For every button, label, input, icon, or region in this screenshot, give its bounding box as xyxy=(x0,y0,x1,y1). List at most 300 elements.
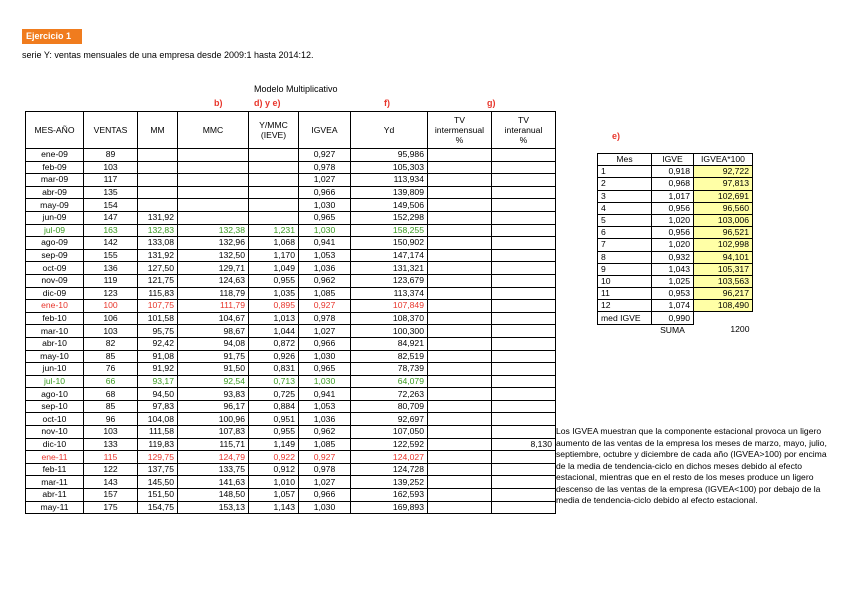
cell-mmc: 124,79 xyxy=(178,451,249,464)
cell-mes: jul-10 xyxy=(26,375,84,388)
cell-mes: feb-09 xyxy=(26,161,84,174)
cell-mes: ago-10 xyxy=(26,388,84,401)
cell-igvea: 1,030 xyxy=(299,375,351,388)
cell-ieve: 1,149 xyxy=(249,438,299,451)
cell-mmc xyxy=(178,186,249,199)
cell-ieve: 0,884 xyxy=(249,400,299,413)
cell-mm: 91,08 xyxy=(138,350,178,363)
igve-cell-igve: 1,043 xyxy=(652,263,694,275)
cell-mmc: 132,96 xyxy=(178,237,249,250)
interpretation-note: Los IGVEA muestran que la componente estacional provoca un ligero aumento de las ventas de la empresa los meses de marzo, mayo, julio, septiembre, octubre y diciembre de cada año (IGVEA>100) por encima de la media de tendencia-ciclo en dichos meses debido al efecto estacional, mientras que en el resto de los meses produce un ligero descenso de las ventas de la empresa (IGVEA<100) por debajo de la media de tendencia-ciclo debido al efecto estacional. xyxy=(556,426,827,505)
cell-ieve: 1,013 xyxy=(249,312,299,325)
cell-yd: 84,921 xyxy=(351,337,428,350)
cell-mm: 92,42 xyxy=(138,337,178,350)
cell-yd: 139,809 xyxy=(351,186,428,199)
cell-mm: 133,08 xyxy=(138,237,178,250)
cell-igvea: 1,036 xyxy=(299,262,351,275)
igve-suma-row xyxy=(598,324,753,336)
cell-tva xyxy=(492,400,556,413)
igve-header-row xyxy=(598,154,753,166)
table-row xyxy=(26,287,556,300)
cell-mmc: 93,83 xyxy=(178,388,249,401)
cell-ieve xyxy=(249,211,299,224)
cell-mes: may-11 xyxy=(26,501,84,514)
table-row xyxy=(26,237,556,250)
cell-tvi xyxy=(428,463,492,476)
cell-mmc xyxy=(178,211,249,224)
table-row xyxy=(26,363,556,376)
cell-ieve: 0,951 xyxy=(249,413,299,426)
cell-yd: 107,849 xyxy=(351,300,428,313)
table-body xyxy=(26,149,556,514)
cell-mmc: 94,08 xyxy=(178,337,249,350)
cell-tva xyxy=(492,274,556,287)
table-row xyxy=(26,249,556,262)
table-row xyxy=(26,161,556,174)
table-row xyxy=(26,262,556,275)
cell-igvea: 1,053 xyxy=(299,249,351,262)
igve-section-label: e) xyxy=(612,131,621,141)
cell-igvea: 1,085 xyxy=(299,438,351,451)
cell-mm: 91,92 xyxy=(138,363,178,376)
igve-body xyxy=(598,166,753,336)
cell-ventas: 175 xyxy=(84,501,138,514)
cell-mes: jun-10 xyxy=(26,363,84,376)
cell-tva xyxy=(492,489,556,502)
cell-mes: may-09 xyxy=(26,199,84,212)
cell-mm: 93,17 xyxy=(138,375,178,388)
cell-ieve: 0,955 xyxy=(249,426,299,439)
cell-mmc: 92,54 xyxy=(178,375,249,388)
igve-row xyxy=(598,178,753,190)
cell-mmc xyxy=(178,174,249,187)
igve-cell-igvea: 97,813 xyxy=(694,178,753,190)
cell-igvea: 0,978 xyxy=(299,161,351,174)
letter-d: d) y e) xyxy=(254,98,281,108)
cell-tvi xyxy=(428,249,492,262)
column-header: MM xyxy=(138,112,178,149)
table-row xyxy=(26,174,556,187)
cell-ventas: 119 xyxy=(84,274,138,287)
column-header: IGVEA xyxy=(299,112,351,149)
cell-tva xyxy=(492,287,556,300)
cell-yd: 147,174 xyxy=(351,249,428,262)
igve-row xyxy=(598,251,753,263)
cell-yd: 80,709 xyxy=(351,400,428,413)
cell-mes: ago-09 xyxy=(26,237,84,250)
cell-yd: 107,050 xyxy=(351,426,428,439)
cell-tvi xyxy=(428,350,492,363)
cell-ventas: 136 xyxy=(84,262,138,275)
cell-mmc: 100,96 xyxy=(178,413,249,426)
cell-tvi xyxy=(428,476,492,489)
cell-igvea: 0,978 xyxy=(299,463,351,476)
cell-tva xyxy=(492,476,556,489)
cell-mmc xyxy=(178,149,249,162)
cell-ventas: 122 xyxy=(84,463,138,476)
cell-mes: abr-10 xyxy=(26,337,84,350)
cell-tvi xyxy=(428,337,492,350)
igve-row xyxy=(598,166,753,178)
cell-mm: 119,83 xyxy=(138,438,178,451)
igve-row xyxy=(598,263,753,275)
cell-ventas: 85 xyxy=(84,400,138,413)
cell-tva xyxy=(492,463,556,476)
cell-yd: 92,697 xyxy=(351,413,428,426)
cell-ventas: 76 xyxy=(84,363,138,376)
cell-yd: 162,593 xyxy=(351,489,428,502)
cell-tvi xyxy=(428,300,492,313)
cell-tvi xyxy=(428,262,492,275)
cell-ventas: 135 xyxy=(84,186,138,199)
igve-column-header: Mes xyxy=(598,154,652,166)
igve-row xyxy=(598,275,753,287)
igve-cell-igvea: 96,521 xyxy=(694,227,753,239)
cell-mes: feb-10 xyxy=(26,312,84,325)
column-header: TV interanual % xyxy=(492,112,556,149)
cell-ieve: 0,912 xyxy=(249,463,299,476)
table-row xyxy=(26,300,556,313)
cell-mes: nov-10 xyxy=(26,426,84,439)
table-row xyxy=(26,149,556,162)
column-header: MMC xyxy=(178,112,249,149)
table-row xyxy=(26,186,556,199)
cell-mmc: 132,38 xyxy=(178,224,249,237)
cell-yd: 158,255 xyxy=(351,224,428,237)
cell-tvi xyxy=(428,199,492,212)
cell-mes: ene-09 xyxy=(26,149,84,162)
cell-mm: 132,83 xyxy=(138,224,178,237)
cell-mmc: 129,71 xyxy=(178,262,249,275)
cell-yd: 108,370 xyxy=(351,312,428,325)
table-row xyxy=(26,400,556,413)
cell-ventas: 66 xyxy=(84,375,138,388)
igve-cell-mes: 1 xyxy=(598,166,652,178)
table-row xyxy=(26,388,556,401)
cell-mes: sep-09 xyxy=(26,249,84,262)
cell-igvea: 1,027 xyxy=(299,174,351,187)
cell-mmc: 124,63 xyxy=(178,274,249,287)
igve-cell-igvea: 102,691 xyxy=(694,190,753,202)
cell-igvea: 1,030 xyxy=(299,501,351,514)
cell-yd: 169,893 xyxy=(351,501,428,514)
cell-mm: 115,83 xyxy=(138,287,178,300)
cell-tva xyxy=(492,174,556,187)
cell-tva xyxy=(492,337,556,350)
igve-row xyxy=(598,202,753,214)
cell-yd: 100,300 xyxy=(351,325,428,338)
cell-mes: mar-11 xyxy=(26,476,84,489)
cell-tva xyxy=(492,350,556,363)
cell-tva: 8,130 xyxy=(492,438,556,451)
cell-ieve xyxy=(249,149,299,162)
cell-mes: abr-11 xyxy=(26,489,84,502)
igve-cell-mes: 5 xyxy=(598,214,652,226)
empty-cell xyxy=(598,324,652,336)
cell-tva xyxy=(492,363,556,376)
letter-b: b) xyxy=(214,98,223,108)
cell-tvi xyxy=(428,426,492,439)
igve-cell-mes: 12 xyxy=(598,300,652,312)
cell-mmc: 107,83 xyxy=(178,426,249,439)
cell-ieve: 1,143 xyxy=(249,501,299,514)
cell-yd: 72,263 xyxy=(351,388,428,401)
table-row xyxy=(26,350,556,363)
cell-mmc: 98,67 xyxy=(178,325,249,338)
cell-tvi xyxy=(428,489,492,502)
table-row xyxy=(26,211,556,224)
cell-tva xyxy=(492,199,556,212)
cell-ventas: 157 xyxy=(84,489,138,502)
igve-cell-igvea: 103,563 xyxy=(694,275,753,287)
cell-tva xyxy=(492,501,556,514)
igve-cell-igve: 1,025 xyxy=(652,275,694,287)
table-row xyxy=(26,463,556,476)
cell-tvi xyxy=(428,325,492,338)
cell-mes: ene-11 xyxy=(26,451,84,464)
igve-row xyxy=(598,190,753,202)
cell-mm: 121,75 xyxy=(138,274,178,287)
cell-ventas: 117 xyxy=(84,174,138,187)
cell-mes: ene-10 xyxy=(26,300,84,313)
cell-tvi xyxy=(428,149,492,162)
cell-mes: mar-09 xyxy=(26,174,84,187)
cell-ventas: 133 xyxy=(84,438,138,451)
igve-row xyxy=(598,239,753,251)
cell-igvea: 0,978 xyxy=(299,312,351,325)
cell-mm: 94,50 xyxy=(138,388,178,401)
igve-cell-mes: 3 xyxy=(598,190,652,202)
cell-tva xyxy=(492,375,556,388)
column-header: MES-AÑO xyxy=(26,112,84,149)
cell-mes: may-10 xyxy=(26,350,84,363)
cell-mm: 101,58 xyxy=(138,312,178,325)
cell-mm: 145,50 xyxy=(138,476,178,489)
cell-igvea: 0,927 xyxy=(299,451,351,464)
cell-tvi xyxy=(428,413,492,426)
cell-mes: oct-09 xyxy=(26,262,84,275)
sales-table xyxy=(25,111,556,514)
igve-cell-igve: 0,968 xyxy=(652,178,694,190)
cell-tvi xyxy=(428,501,492,514)
igve-cell-igve: 0,953 xyxy=(652,288,694,300)
cell-tva xyxy=(492,325,556,338)
cell-ieve: 1,057 xyxy=(249,489,299,502)
cell-ieve: 0,713 xyxy=(249,375,299,388)
igve-cell-igvea: 108,490 xyxy=(694,300,753,312)
column-header: TV intermensual % xyxy=(428,112,492,149)
table-row xyxy=(26,312,556,325)
cell-mmc: 141,63 xyxy=(178,476,249,489)
cell-ventas: 85 xyxy=(84,350,138,363)
cell-igvea: 0,962 xyxy=(299,274,351,287)
cell-yd: 113,374 xyxy=(351,287,428,300)
cell-tvi xyxy=(428,451,492,464)
cell-ieve: 0,922 xyxy=(249,451,299,464)
cell-mmc: 132,50 xyxy=(178,249,249,262)
cell-igvea: 1,053 xyxy=(299,400,351,413)
cell-tvi xyxy=(428,438,492,451)
cell-tvi xyxy=(428,186,492,199)
cell-tva xyxy=(492,262,556,275)
series-description: serie Y: ventas mensuales de una empresa desde 2009:1 hasta 2014:12. xyxy=(22,50,314,60)
cell-yd: 122,592 xyxy=(351,438,428,451)
cell-ventas: 96 xyxy=(84,413,138,426)
igve-cell-igve: 1,074 xyxy=(652,300,694,312)
cell-mmc: 91,75 xyxy=(178,350,249,363)
igve-row xyxy=(598,227,753,239)
cell-yd: 124,728 xyxy=(351,463,428,476)
cell-igvea: 1,085 xyxy=(299,287,351,300)
cell-ventas: 106 xyxy=(84,312,138,325)
cell-tvi xyxy=(428,161,492,174)
igve-cell-mes: 8 xyxy=(598,251,652,263)
igve-cell-mes: 11 xyxy=(598,288,652,300)
cell-igvea: 0,927 xyxy=(299,149,351,162)
column-header: Yd xyxy=(351,112,428,149)
cell-ventas: 115 xyxy=(84,451,138,464)
igve-cell-igve: 0,956 xyxy=(652,227,694,239)
cell-yd: 105,303 xyxy=(351,161,428,174)
cell-mm xyxy=(138,186,178,199)
cell-mm xyxy=(138,149,178,162)
cell-igvea: 0,941 xyxy=(299,237,351,250)
cell-yd: 131,321 xyxy=(351,262,428,275)
igve-cell-igvea: 96,560 xyxy=(694,202,753,214)
cell-tvi xyxy=(428,237,492,250)
igve-cell-igvea: 102,998 xyxy=(694,239,753,251)
table-row xyxy=(26,451,556,464)
exercise-badge: Ejercicio 1 xyxy=(22,29,82,44)
empty-cell xyxy=(694,312,753,324)
cell-ieve: 0,872 xyxy=(249,337,299,350)
igve-cell-mes: 9 xyxy=(598,263,652,275)
igve-table xyxy=(597,153,753,336)
cell-tva xyxy=(492,186,556,199)
cell-mes: nov-09 xyxy=(26,274,84,287)
cell-tva xyxy=(492,249,556,262)
cell-mm: 95,75 xyxy=(138,325,178,338)
igve-cell-igvea: 96,217 xyxy=(694,288,753,300)
cell-mm: 154,75 xyxy=(138,501,178,514)
igve-cell-mes: 4 xyxy=(598,202,652,214)
table-row xyxy=(26,413,556,426)
cell-tvi xyxy=(428,174,492,187)
igve-column-header: IGVEA*100 xyxy=(694,154,753,166)
cell-ventas: 154 xyxy=(84,199,138,212)
cell-mm: 131,92 xyxy=(138,211,178,224)
cell-tva xyxy=(492,237,556,250)
cell-mm xyxy=(138,174,178,187)
cell-mmc: 115,71 xyxy=(178,438,249,451)
cell-tva xyxy=(492,451,556,464)
cell-ventas: 103 xyxy=(84,325,138,338)
cell-yd: 64,079 xyxy=(351,375,428,388)
igve-cell-igve: 1,017 xyxy=(652,190,694,202)
igve-column-header: IGVE xyxy=(652,154,694,166)
cell-yd: 139,252 xyxy=(351,476,428,489)
cell-ventas: 142 xyxy=(84,237,138,250)
igve-cell-igvea: 105,317 xyxy=(694,263,753,275)
cell-mmc: 133,75 xyxy=(178,463,249,476)
cell-mm: 131,92 xyxy=(138,249,178,262)
cell-mm xyxy=(138,199,178,212)
cell-tvi xyxy=(428,363,492,376)
table-row xyxy=(26,337,556,350)
igve-cell-igvea: 94,101 xyxy=(694,251,753,263)
cell-ventas: 155 xyxy=(84,249,138,262)
cell-mm: 127,50 xyxy=(138,262,178,275)
cell-tva xyxy=(492,149,556,162)
igve-cell-igve: 1,020 xyxy=(652,239,694,251)
cell-mm: 111,58 xyxy=(138,426,178,439)
cell-ventas: 100 xyxy=(84,300,138,313)
cell-mes: dic-09 xyxy=(26,287,84,300)
igve-cell-igvea: 92,722 xyxy=(694,166,753,178)
cell-ieve: 1,170 xyxy=(249,249,299,262)
cell-igvea: 0,927 xyxy=(299,300,351,313)
cell-ieve: 0,895 xyxy=(249,300,299,313)
table-row xyxy=(26,224,556,237)
cell-tvi xyxy=(428,388,492,401)
cell-ieve: 0,725 xyxy=(249,388,299,401)
cell-igvea: 0,966 xyxy=(299,186,351,199)
igve-row xyxy=(598,288,753,300)
cell-yd: 95,986 xyxy=(351,149,428,162)
cell-ieve xyxy=(249,186,299,199)
table-header-row xyxy=(26,112,556,149)
cell-yd: 150,902 xyxy=(351,237,428,250)
cell-tvi xyxy=(428,224,492,237)
cell-mm: 151,50 xyxy=(138,489,178,502)
cell-ventas: 147 xyxy=(84,211,138,224)
table-row xyxy=(26,325,556,338)
cell-ventas: 103 xyxy=(84,161,138,174)
cell-ieve: 1,035 xyxy=(249,287,299,300)
cell-igvea: 1,036 xyxy=(299,413,351,426)
cell-mes: oct-10 xyxy=(26,413,84,426)
cell-mm: 107,75 xyxy=(138,300,178,313)
cell-yd: 152,298 xyxy=(351,211,428,224)
letter-f: f) xyxy=(384,98,390,108)
igve-cell-mes: 6 xyxy=(598,227,652,239)
cell-igvea: 0,965 xyxy=(299,211,351,224)
cell-ventas: 103 xyxy=(84,426,138,439)
igve-cell-mes: 2 xyxy=(598,178,652,190)
cell-ieve xyxy=(249,161,299,174)
cell-ieve: 1,068 xyxy=(249,237,299,250)
table-row xyxy=(26,426,556,439)
cell-mmc: 148,50 xyxy=(178,489,249,502)
cell-ventas: 82 xyxy=(84,337,138,350)
cell-mmc: 111,79 xyxy=(178,300,249,313)
med-igve-value: 0,990 xyxy=(652,312,694,324)
cell-tva xyxy=(492,388,556,401)
cell-igvea: 0,966 xyxy=(299,489,351,502)
cell-yd: 78,739 xyxy=(351,363,428,376)
table-row xyxy=(26,438,556,451)
cell-ventas: 68 xyxy=(84,388,138,401)
model-title: Modelo Multiplicativo xyxy=(254,84,338,94)
cell-ieve: 0,955 xyxy=(249,274,299,287)
cell-mes: jul-09 xyxy=(26,224,84,237)
cell-mm xyxy=(138,161,178,174)
cell-tva xyxy=(492,300,556,313)
cell-ieve: 0,831 xyxy=(249,363,299,376)
cell-ventas: 163 xyxy=(84,224,138,237)
cell-igvea: 1,030 xyxy=(299,224,351,237)
cell-mmc: 91,50 xyxy=(178,363,249,376)
